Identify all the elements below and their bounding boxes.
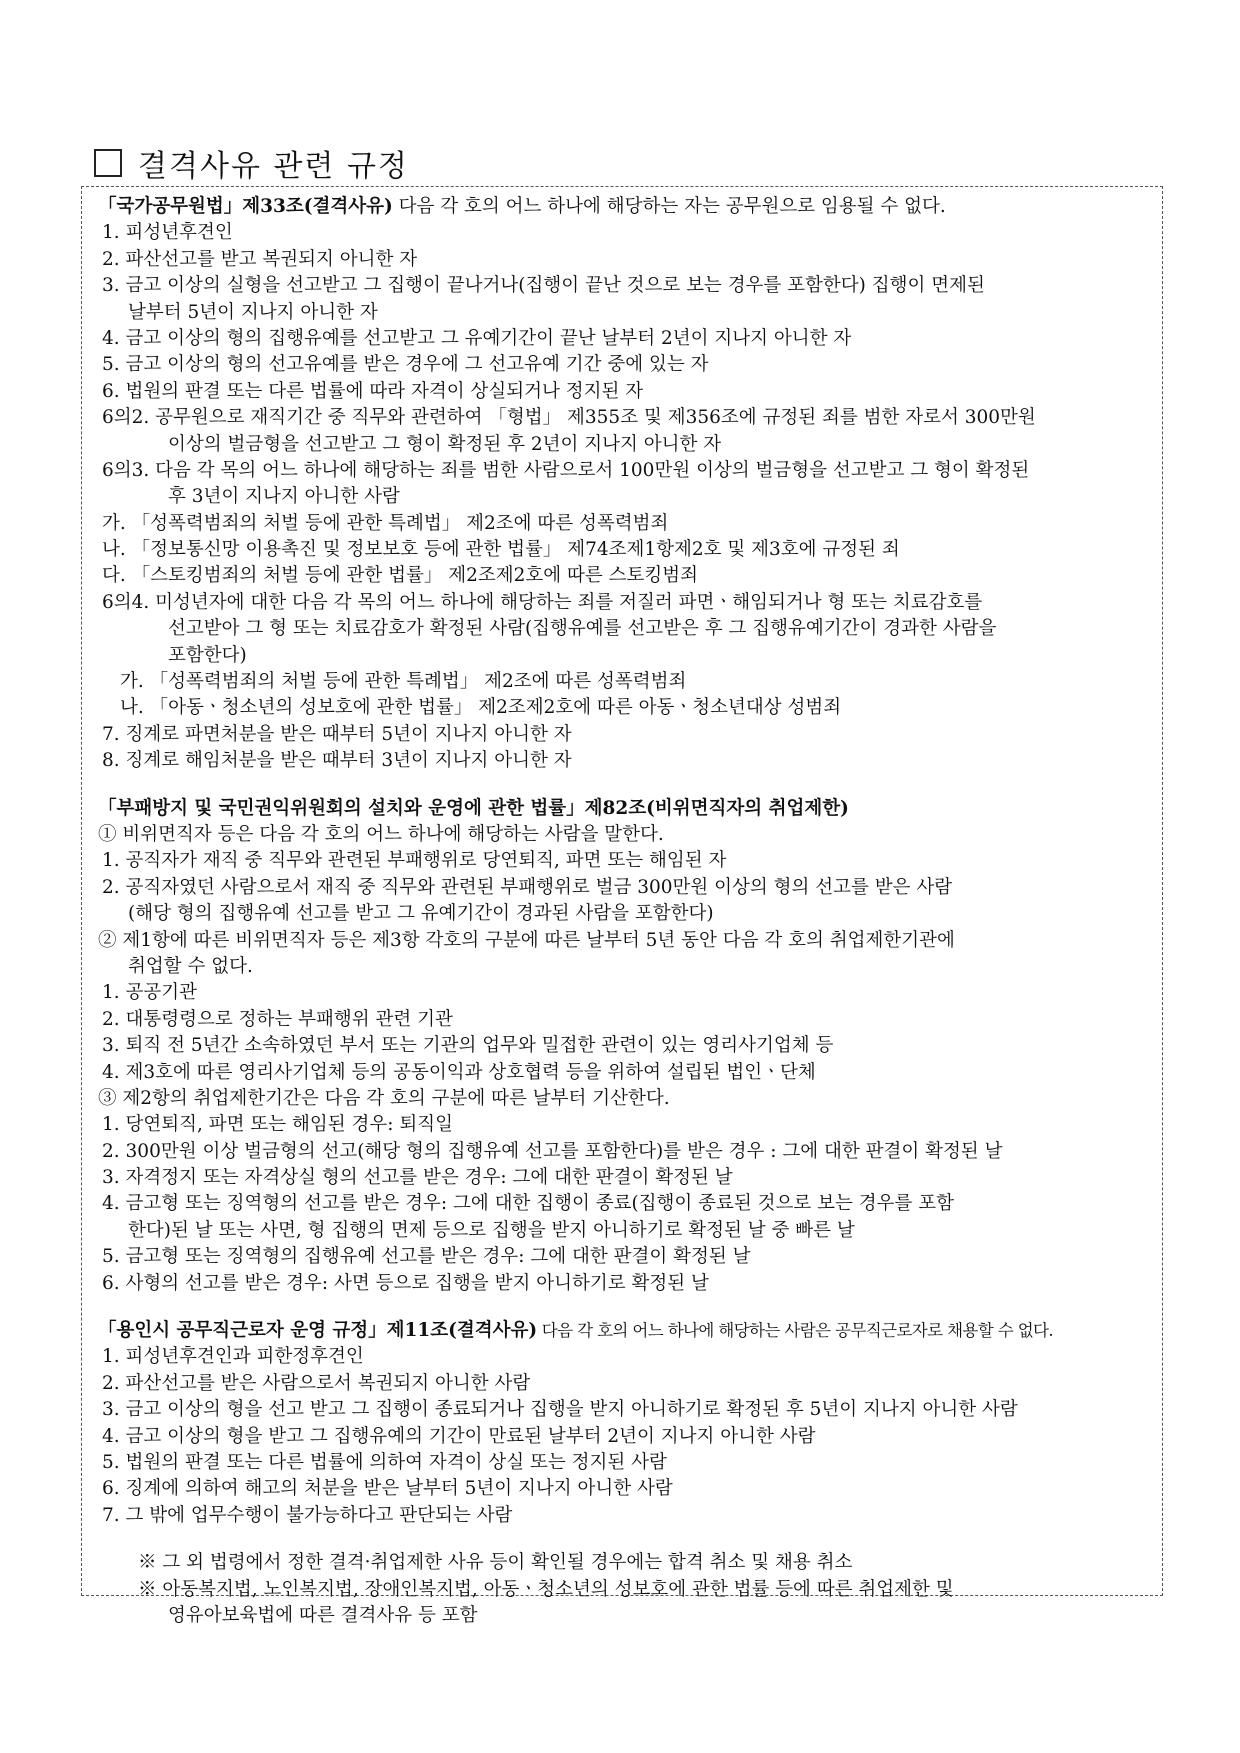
- list-item: 3. 퇴직 전 5년간 소속하였던 부서 또는 기관의 업무와 밀접한 관련이 있는 영리사기업체 등: [102, 1035, 834, 1057]
- law-title: 「국가공무원법」제33조(결격사유): [98, 196, 393, 217]
- paragraph-item: ② 제1항에 따른 비위면직자 등은 제3항 각호의 구분에 따른 날부터 5년 동안 다음 각 호의 취업제한기관에: [98, 929, 955, 951]
- list-item: 2. 300만원 이상 벌금형의 선고(해당 형의 집행유예 선고를 포함한다)를 받은 경우 : 그에 대한 판결이 확정된 날: [102, 1140, 1003, 1162]
- section-1-heading: [98, 194, 1158, 220]
- note-item: ※ 아동복지법, 노인복지법, 장애인복지법, 아동ㆍ청소년의 성보호에 관한 법률 등에 따른 취업제한 및: [138, 1578, 954, 1600]
- list-item-continuation: 후 3년이 지나지 아니한 사람: [168, 486, 400, 508]
- list-item: 2. 대통령령으로 정하는 부패행위 관련 기관: [102, 1008, 453, 1030]
- list-item: 4. 금고 이상의 형을 받고 그 집행유예의 기간이 만료된 날부터 2년이 지나지 아니한 사람: [102, 1425, 816, 1447]
- document-body: [98, 194, 1158, 1629]
- list-item: 6의2. 공무원으로 재직기간 중 직무와 관련하여 「형법」 제355조 및 제356조에 규정된 죄를 범한 자로서 300만원: [102, 407, 1036, 429]
- law-title: 「용인시 공무직근로자 운영 규정」제11조(결격사유): [98, 1320, 538, 1342]
- list-item: 3. 금고 이상의 실형을 선고받고 그 집행이 끝나거나(집행이 끝난 것으로 보는 경우를 포함한다) 집행이 면제된: [102, 275, 985, 297]
- list-item: 2. 파산선고를 받고 복권되지 아니한 자: [102, 248, 418, 270]
- law-intro: 다음 각 호의 어느 하나에 해당하는 사람은 공무직근로자로 채용할 수 없다.: [537, 1321, 1054, 1341]
- list-item: 1. 당연퇴직, 파면 또는 해임된 경우: 퇴직일: [102, 1114, 453, 1136]
- law-intro: 다음 각 호의 어느 하나에 해당하는 자는 공무원으로 임용될 수 없다.: [392, 196, 946, 217]
- note-item-continuation: 영유아보육법에 따른 결격사유 등 포함: [168, 1604, 478, 1626]
- list-item: 6. 법원의 판결 또는 다른 법률에 따라 자격이 상실되거나 정지된 자: [102, 380, 644, 402]
- list-item: 8. 징계로 해임처분을 받은 때부터 3년이 지나지 아니한 자: [102, 750, 572, 772]
- list-item: 6. 사형의 선고를 받은 경우: 사면 등으로 집행을 받지 아니하기로 확정된 날: [102, 1272, 709, 1294]
- list-item: 4. 제3호에 따른 영리사기업체 등의 공동이익과 상호협력 등을 위하여 설립된 법인ㆍ단체: [102, 1061, 816, 1083]
- list-item: 6. 징계에 의하여 해고의 처분을 받은 날부터 5년이 지나지 아니한 사람: [102, 1478, 673, 1500]
- list-item: 5. 금고형 또는 징역형의 집행유예 선고를 받은 경우: 그에 대한 판결이 확정된 날: [102, 1246, 751, 1268]
- list-item: 5. 법원의 판결 또는 다른 법률에 의하여 자격이 상실 또는 정지된 사람: [102, 1451, 667, 1473]
- list-item-continuation: 포함한다): [168, 644, 247, 666]
- list-item-continuation: 선고받아 그 형 또는 치료감호가 확정된 사람(집행유예를 선고받은 후 그 집행유예기간이 경과한 사람을: [168, 618, 997, 640]
- list-item-continuation: (해당 형의 집행유예 선고를 받고 그 유예기간이 경과된 사람을 포함한다): [128, 903, 714, 925]
- section-2-heading: [98, 796, 1158, 822]
- list-item-continuation: 날부터 5년이 지나지 아니한 자: [128, 301, 378, 323]
- note-item: ※ 그 외 법령에서 정한 결격·취업제한 사유 등이 확인될 경우에는 합격 취소 및 채용 취소: [138, 1552, 853, 1574]
- page-title-text: 결격사유 관련 규정: [138, 149, 409, 184]
- list-item: 1. 공공기관: [102, 982, 198, 1004]
- list-item-continuation: 취업할 수 없다.: [128, 955, 253, 977]
- list-item: 4. 금고 이상의 형의 집행유예를 선고받고 그 유예기간이 끝난 날부터 2년이 지나지 아니한 자: [102, 327, 852, 349]
- page-title: [94, 143, 409, 183]
- list-item: 1. 피성년후견인과 피한정후견인: [102, 1346, 364, 1368]
- list-item: 1. 피성년후견인: [102, 222, 233, 244]
- sub-item: 다. 「스토킹범죄의 처벌 등에 관한 법률」 제2조제2호에 따른 스토킹범죄: [102, 565, 698, 587]
- list-item: 1. 공직자가 재직 중 직무와 관련된 부패행위로 당연퇴직, 파면 또는 해임된 자: [102, 850, 727, 872]
- list-item: 4. 금고형 또는 징역형의 선고를 받은 경우: 그에 대한 집행이 종료(집행이 종료된 것으로 보는 경우를 포함: [102, 1193, 955, 1215]
- law-title: 「부패방지 및 국민권익위원회의 설치와 운영에 관한 법률」제82조(비위면직자의 취업제한): [98, 797, 849, 819]
- sub-item: 나. 「정보통신망 이용촉진 및 정보보호 등에 관한 법률」 제74조제1항제2호 및 제3호에 규정된 죄: [102, 539, 900, 561]
- list-item: 2. 공직자였던 사람으로서 재직 중 직무와 관련된 부패행위로 벌금 300만원 이상의 형의 선고를 받은 사람: [102, 876, 953, 898]
- list-item: 6의4. 미성년자에 대한 다음 각 목의 어느 하나에 해당하는 죄를 저질러 파면ㆍ해임되거나 형 또는 치료감호를: [102, 591, 983, 613]
- list-item: 7. 징계로 파면처분을 받은 때부터 5년이 지나지 아니한 자: [102, 723, 572, 745]
- checkbox-square-icon: [94, 149, 122, 177]
- list-item: 3. 금고 이상의 형을 선고 받고 그 집행이 종료되거나 집행을 받지 아니하기로 확정된 후 5년이 지나지 아니한 사람: [102, 1399, 1018, 1421]
- section-3-heading: [98, 1318, 1158, 1344]
- list-item: 2. 파산선고를 받은 사람으로서 복권되지 아니한 사람: [102, 1372, 531, 1394]
- list-item: 6의3. 다음 각 목의 어느 하나에 해당하는 죄를 범한 사람으로서 100만원 이상의 벌금형을 선고받고 그 형이 확정된: [102, 459, 1030, 481]
- list-item: 3. 자격정지 또는 자격상실 형의 선고를 받은 경우: 그에 대한 판결이 확정된 날: [102, 1167, 733, 1189]
- list-item-continuation: 이상의 벌금형을 선고받고 그 형이 확정된 후 2년이 지나지 아니한 자: [168, 433, 722, 455]
- sub-item: 나. 「아동ㆍ청소년의 성보호에 관한 법률」 제2조제2호에 따른 아동ㆍ청소년대상 성범죄: [120, 697, 842, 719]
- sub-item: 가. 「성폭력범죄의 처벌 등에 관한 특례법」 제2조에 따른 성폭력범죄: [120, 671, 687, 693]
- paragraph-item: ① 비위면직자 등은 다음 각 호의 어느 하나에 해당하는 사람을 말한다.: [98, 823, 664, 845]
- paragraph-item: ③ 제2항의 취업제한기간은 다음 각 호의 구분에 따른 날부터 기산한다.: [98, 1087, 670, 1109]
- list-item: 5. 금고 이상의 형의 선고유예를 받은 경우에 그 선고유예 기간 중에 있는 자: [102, 354, 709, 376]
- list-item-continuation: 한다)된 날 또는 사면, 형 집행의 면제 등으로 집행을 받지 아니하기로 확정된 날 중 빠른 날: [128, 1219, 855, 1241]
- list-item: 7. 그 밖에 업무수행이 불가능하다고 판단되는 사람: [102, 1504, 513, 1526]
- sub-item: 가. 「성폭력범죄의 처벌 등에 관한 특례법」 제2조에 따른 성폭력범죄: [102, 512, 669, 534]
